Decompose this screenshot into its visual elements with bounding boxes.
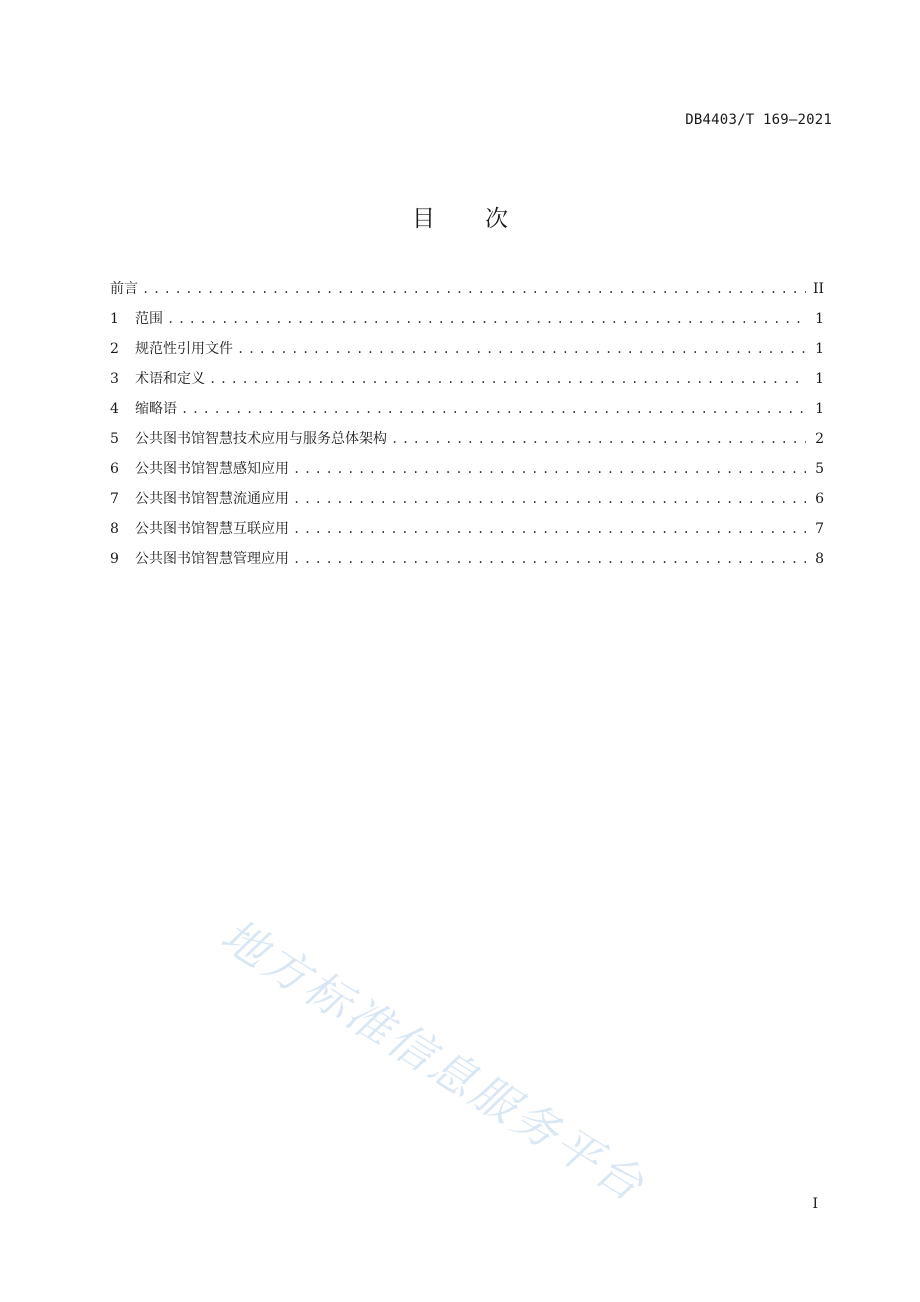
toc-entry-page: 1 [815,371,824,387]
toc-entry-label: 术语和定义 [135,371,205,387]
toc-entry-preface[interactable] [110,277,824,307]
toc-entry-6[interactable] [110,457,824,487]
page-title: 目次 [412,206,558,232]
toc-entry-page: 1 [815,401,824,417]
toc-dot-leader [142,277,806,301]
toc-entry-7[interactable] [110,487,824,517]
toc-entry-2[interactable] [110,337,824,367]
toc-entry-label: 公共图书馆智慧互联应用 [135,521,289,537]
toc-entry-page: 5 [815,461,824,477]
toc-entry-number: 7 [110,491,119,507]
toc-dot-leader [391,427,806,451]
page-number: I [812,1196,818,1212]
toc-entry-number: 2 [110,341,119,357]
toc-dot-leader [181,397,806,421]
toc-entry-page: 7 [815,521,824,537]
toc-entry-3[interactable] [110,367,824,397]
toc-dot-leader [237,337,806,361]
toc-entry-page: 8 [815,551,824,567]
toc-entry-number: 8 [110,521,119,537]
toc-entry-number: 4 [110,401,119,417]
toc-dot-leader [293,547,806,571]
toc-entry-page: 2 [815,431,824,447]
toc-entry-number: 9 [110,551,119,567]
toc-entry-number: 6 [110,461,119,477]
toc-entry-1[interactable] [110,307,824,337]
toc-entry-number: 3 [110,371,119,387]
toc-entry-label: 公共图书馆智慧感知应用 [135,461,289,477]
toc-dot-leader [293,517,806,541]
toc-entry-9[interactable] [110,547,824,577]
toc-entry-label: 公共图书馆智慧流通应用 [135,491,289,507]
toc-dot-leader [293,487,806,511]
table-of-contents [110,277,824,577]
toc-dot-leader [209,367,806,391]
toc-entry-number: 5 [110,431,119,447]
watermark: 地方标准信息服务平台 [211,908,656,1214]
toc-entry-label: 前言 [110,281,138,297]
toc-entry-page: 1 [815,311,824,327]
toc-entry-4[interactable] [110,397,824,427]
toc-entry-page: 1 [815,341,824,357]
toc-entry-page: 6 [815,491,824,507]
toc-entry-number: 1 [110,311,119,327]
toc-entry-label: 公共图书馆智慧技术应用与服务总体架构 [135,431,387,447]
toc-entry-label: 范围 [135,311,163,327]
toc-entry-label: 公共图书馆智慧管理应用 [135,551,289,567]
toc-entry-5[interactable] [110,427,824,457]
toc-dot-leader [293,457,806,481]
document-code: DB4403/T 169—2021 [685,112,832,128]
toc-entry-8[interactable] [110,517,824,547]
toc-entry-label: 缩略语 [135,401,177,417]
toc-dot-leader [167,307,806,331]
toc-entry-page: II [812,281,824,297]
toc-entry-label: 规范性引用文件 [135,341,233,357]
